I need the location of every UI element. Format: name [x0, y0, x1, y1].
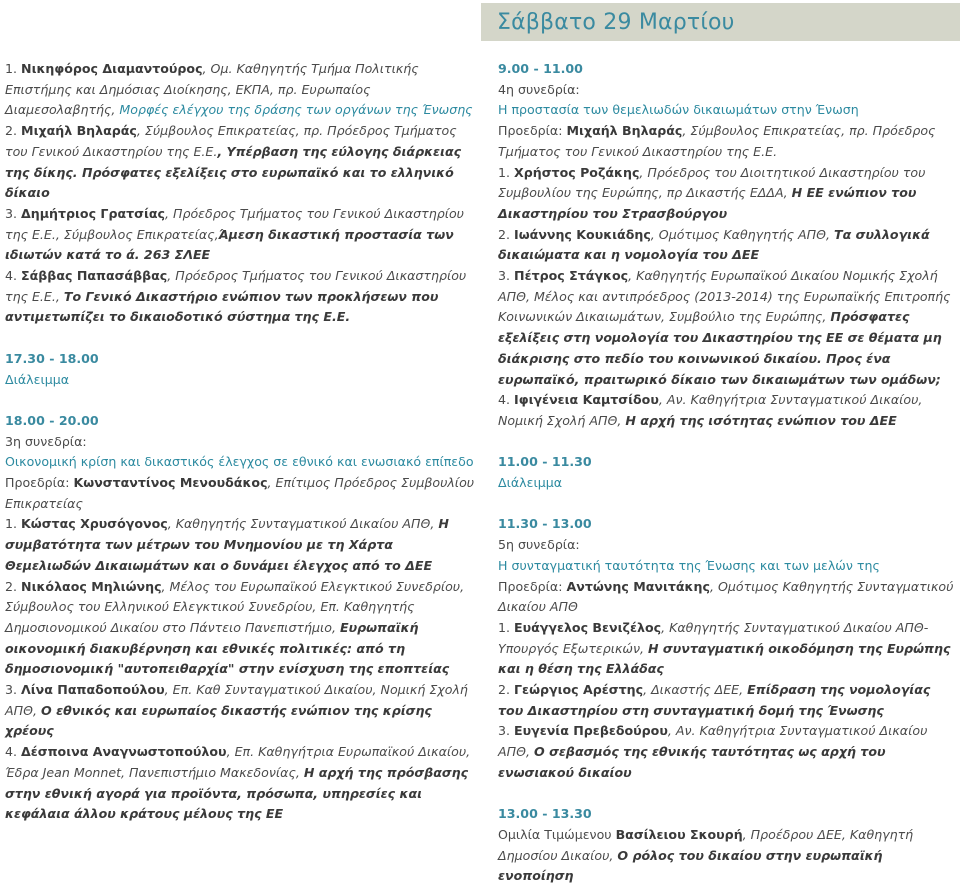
speaker-item: 1. Χρήστος Ροζάκης, Πρόεδρος του Διοιτητικού Δικαστηρίου του Συμβουλίου της Ευρώπης, πρ Δικαστής ΕΔΔΑ, Η ΕΕ ενώπιον του Δικαστηρίου του Στρασβούργου [498, 164, 926, 221]
page-title: Σάββατο 29 Μαρτίου [497, 10, 735, 35]
session-chair: Προεδρία: Μιχαήλ Βηλαράς, Σύμβουλος Επικρατείας, πρ. Πρόεδρος Τμήματος του Γενικού Δικαστηρίου της Ε.Ε. [498, 123, 936, 159]
speaker-item: 2. Γεώργιος Αρέστης, Δικαστής ΔΕΕ, Επίδραση της νομολογίας του Δικαστηρίου στη συνταγματική δομή της Ένωσης [498, 682, 931, 718]
speaker-item: 3. Λίνα Παπαδοπούλου, Επ. Καθ Συνταγματικού Δικαίου, Νομική Σχολή ΑΠΘ, Ο εθνικός και ευρωπαίος δικαστής ενώπιον της κρίσης χρέους [5, 682, 468, 739]
session-time: 9.00 - 11.00 [498, 61, 583, 76]
session-time: 18.00 - 20.00 [5, 412, 99, 428]
speaker-item: 4. Ιφιγένεια Καμτσίδου, Αν. Καθηγήτρια Συνταγματικού Δικαίου, Νομική Σχολή ΑΠΘ, Η αρχή της ισότητας ενώπιον του ΔΕΕ [498, 392, 923, 428]
speaker-item: 3. Δημήτριος Γρατσίας, Πρόεδρος Τμήματος του Γενικού Δικαστηρίου της Ε.Ε., Σύμβουλος Επικρατείας,Άμεση δικαστική προστασία των ιδιωτών κατά το ά. 263 ΣΛΕΕ [5, 205, 464, 263]
session-label: 3η συνεδρία: [5, 433, 87, 449]
session-chair: Προεδρία: Κωνσταντίνος Μενουδάκος, Επίτιμος Πρόεδρος Συμβουλίου Επικρατείας [5, 475, 475, 511]
speaker-item: 4. Σάββας Παπασάββας, Πρόεδρος Τμήματος του Γενικού Δικαστηρίου της Ε.Ε., Το Γενικό Δικαστήριο ενώπιον των προκλήσεων που αντιμετωπίζει το δικαιοδοτικό σύστημα της Ε.Ε. [5, 268, 467, 325]
session-time: 13.00 - 13.30 [498, 806, 592, 822]
speaker-item: 2. Νικόλαος Μηλιώνης, Μέλος του Ευρωπαϊκού Ελεγκτικού Συνεδρίου, Σύμβουλος του Ελληνικού Ελεγκτικού Συνεδρίου, Επ. Καθηγητής Δημοσιονομικού Δικαίου στο Πάντειο Πανεπιστήμιο, Ευρωπαϊκή οικονομική διακυβέρνηση και εθνικές πολιτικές: από τη δημοσιονομική "αυτοπειθαρχία" στην ενίσχυση της εποπτείας [5, 578, 465, 677]
speaker-item: 1. Κώστας Χρυσόγονος, Καθηγητής Συνταγματικού Δικαίου ΑΠΘ, Η συμβατότητα των μέτρων του Μνημονίου με τη Χάρτα Θεμελιωδών Δικαιωμάτων και ο δυνάμει έλεγχος από το ΔΕΕ [5, 516, 449, 573]
session-label: 5η συνεδρία: [498, 537, 580, 553]
speaker-item: 4. Δέσποινα Αναγνωστοπούλου, Επ. Καθηγήτρια Ευρωπαϊκού Δικαίου, Έδρα Jean Monnet, Πανεπιστήμιο Μακεδονίας, Η αρχή της πρόσβασης στην εθνική αγορά για προϊόντα, πρόσωπα, υπηρεσίες και κεφάλαια άλλου κράτους μέλους της ΕΕ [5, 744, 471, 822]
session-time: 11.30 - 13.00 [498, 516, 592, 532]
session-chair: Προεδρία: Αντώνης Μανιτάκης, Ομότιμος Καθηγητής Συνταγματικού Δικαίου ΑΠΘ [498, 578, 954, 615]
session-title: Η συνταγματική ταυτότητα της Ένωσης και των μελών της [498, 557, 880, 573]
right-column [498, 59, 958, 887]
speaker-item: 3. Πέτρος Στάγκος, Καθηγητής Ευρωπαϊκού Δικαίου Νομικής Σχολή ΑΠΘ, Μέλος και αντιπρόεδρος (2013-2014) της Ευρωπαϊκής Επιτροπής Κοινωνικών Δικαιωμάτων, Συμβούλιο της Ευρώπης, Πρόσφατες εξελίξεις στη νομολογία του Δικαστηρίου της ΕΕ σε θέματα μη διάκρισης στο πεδίο του κοινωνικού δικαίου. Προς ένα ευρωπαϊκό, πραιτωρικό δίκαιο των δικαιωμάτων των ομάδων; [498, 268, 951, 387]
speaker-item: 2. Μιχαήλ Βηλαράς, Σύμβουλος Επικρατείας, πρ. Πρόεδρος Τμήματος του Γενικού Δικαστηρίου της Ε.Ε., Υπέρβαση της εύλογης διάρκειας της δίκης. Πρόσφατες εξελίξεις στο ευρωπαϊκό και το ελληνικό δίκαιο [5, 123, 462, 201]
session-label: 4η συνεδρία: [498, 81, 580, 97]
break-label: Διάλειμμα [498, 475, 563, 491]
left-column [5, 59, 477, 825]
session-title: Η προστασία των θεμελιωδών δικαιωμάτων στην Ένωση [498, 102, 859, 118]
speaker-item: 3. Ευγενία Πρεβεδούρου, Αν. Καθηγήτρια Συνταγματικού Δικαίου ΑΠΘ, Ο σεβασμός της εθνικής ταυτότητας ως αρχή του ενωσιακού δικαίου [498, 723, 928, 780]
session-time: 17.30 - 18.00 [5, 350, 99, 366]
session-time: 11.00 - 11.30 [498, 454, 592, 470]
speaker-item: 2. Ιωάννης Κουκιάδης, Ομότιμος Καθηγητής ΑΠΘ, Τα συλλογικά δικαιώματα και η νομολογία του ΔΕΕ [498, 226, 930, 263]
session-title: Οικονομική κρίση και δικαστικός έλεγχος σε εθνικό και ενωσιακό επίπεδο [5, 454, 474, 470]
speaker-item: 1. Νικηφόρος Διαμαντούρος, Ομ. Καθηγητής Τμήμα Πολιτικής Επιστήμης και Δημόσιας Διοίκησης, ΕΚΠΑ, πρ. Ευρωπαίος Διαμεσολαβητής, Μορφές ελέγχου της δράσης των οργάνων της Ένωσης [5, 61, 473, 118]
speaker-item: Ομιλία Τιμώμενου Βασίλειου Σκουρή, Προέδρου ΔΕΕ, Καθηγητή Δημοσίου Δικαίου, Ο ρόλος του δικαίου στην ευρωπαϊκή ενοποίηση [498, 826, 914, 884]
break-label: Διάλειμμα [5, 371, 70, 387]
speaker-item: 1. Ευάγγελος Βενιζέλος, Καθηγητής Συνταγματικού Δικαίου ΑΠΘ-Υπουργός Εξωτερικών, Η συνταγματική οικοδόμηση της Ευρώπης και η θέση της Ελλάδας [498, 619, 951, 677]
